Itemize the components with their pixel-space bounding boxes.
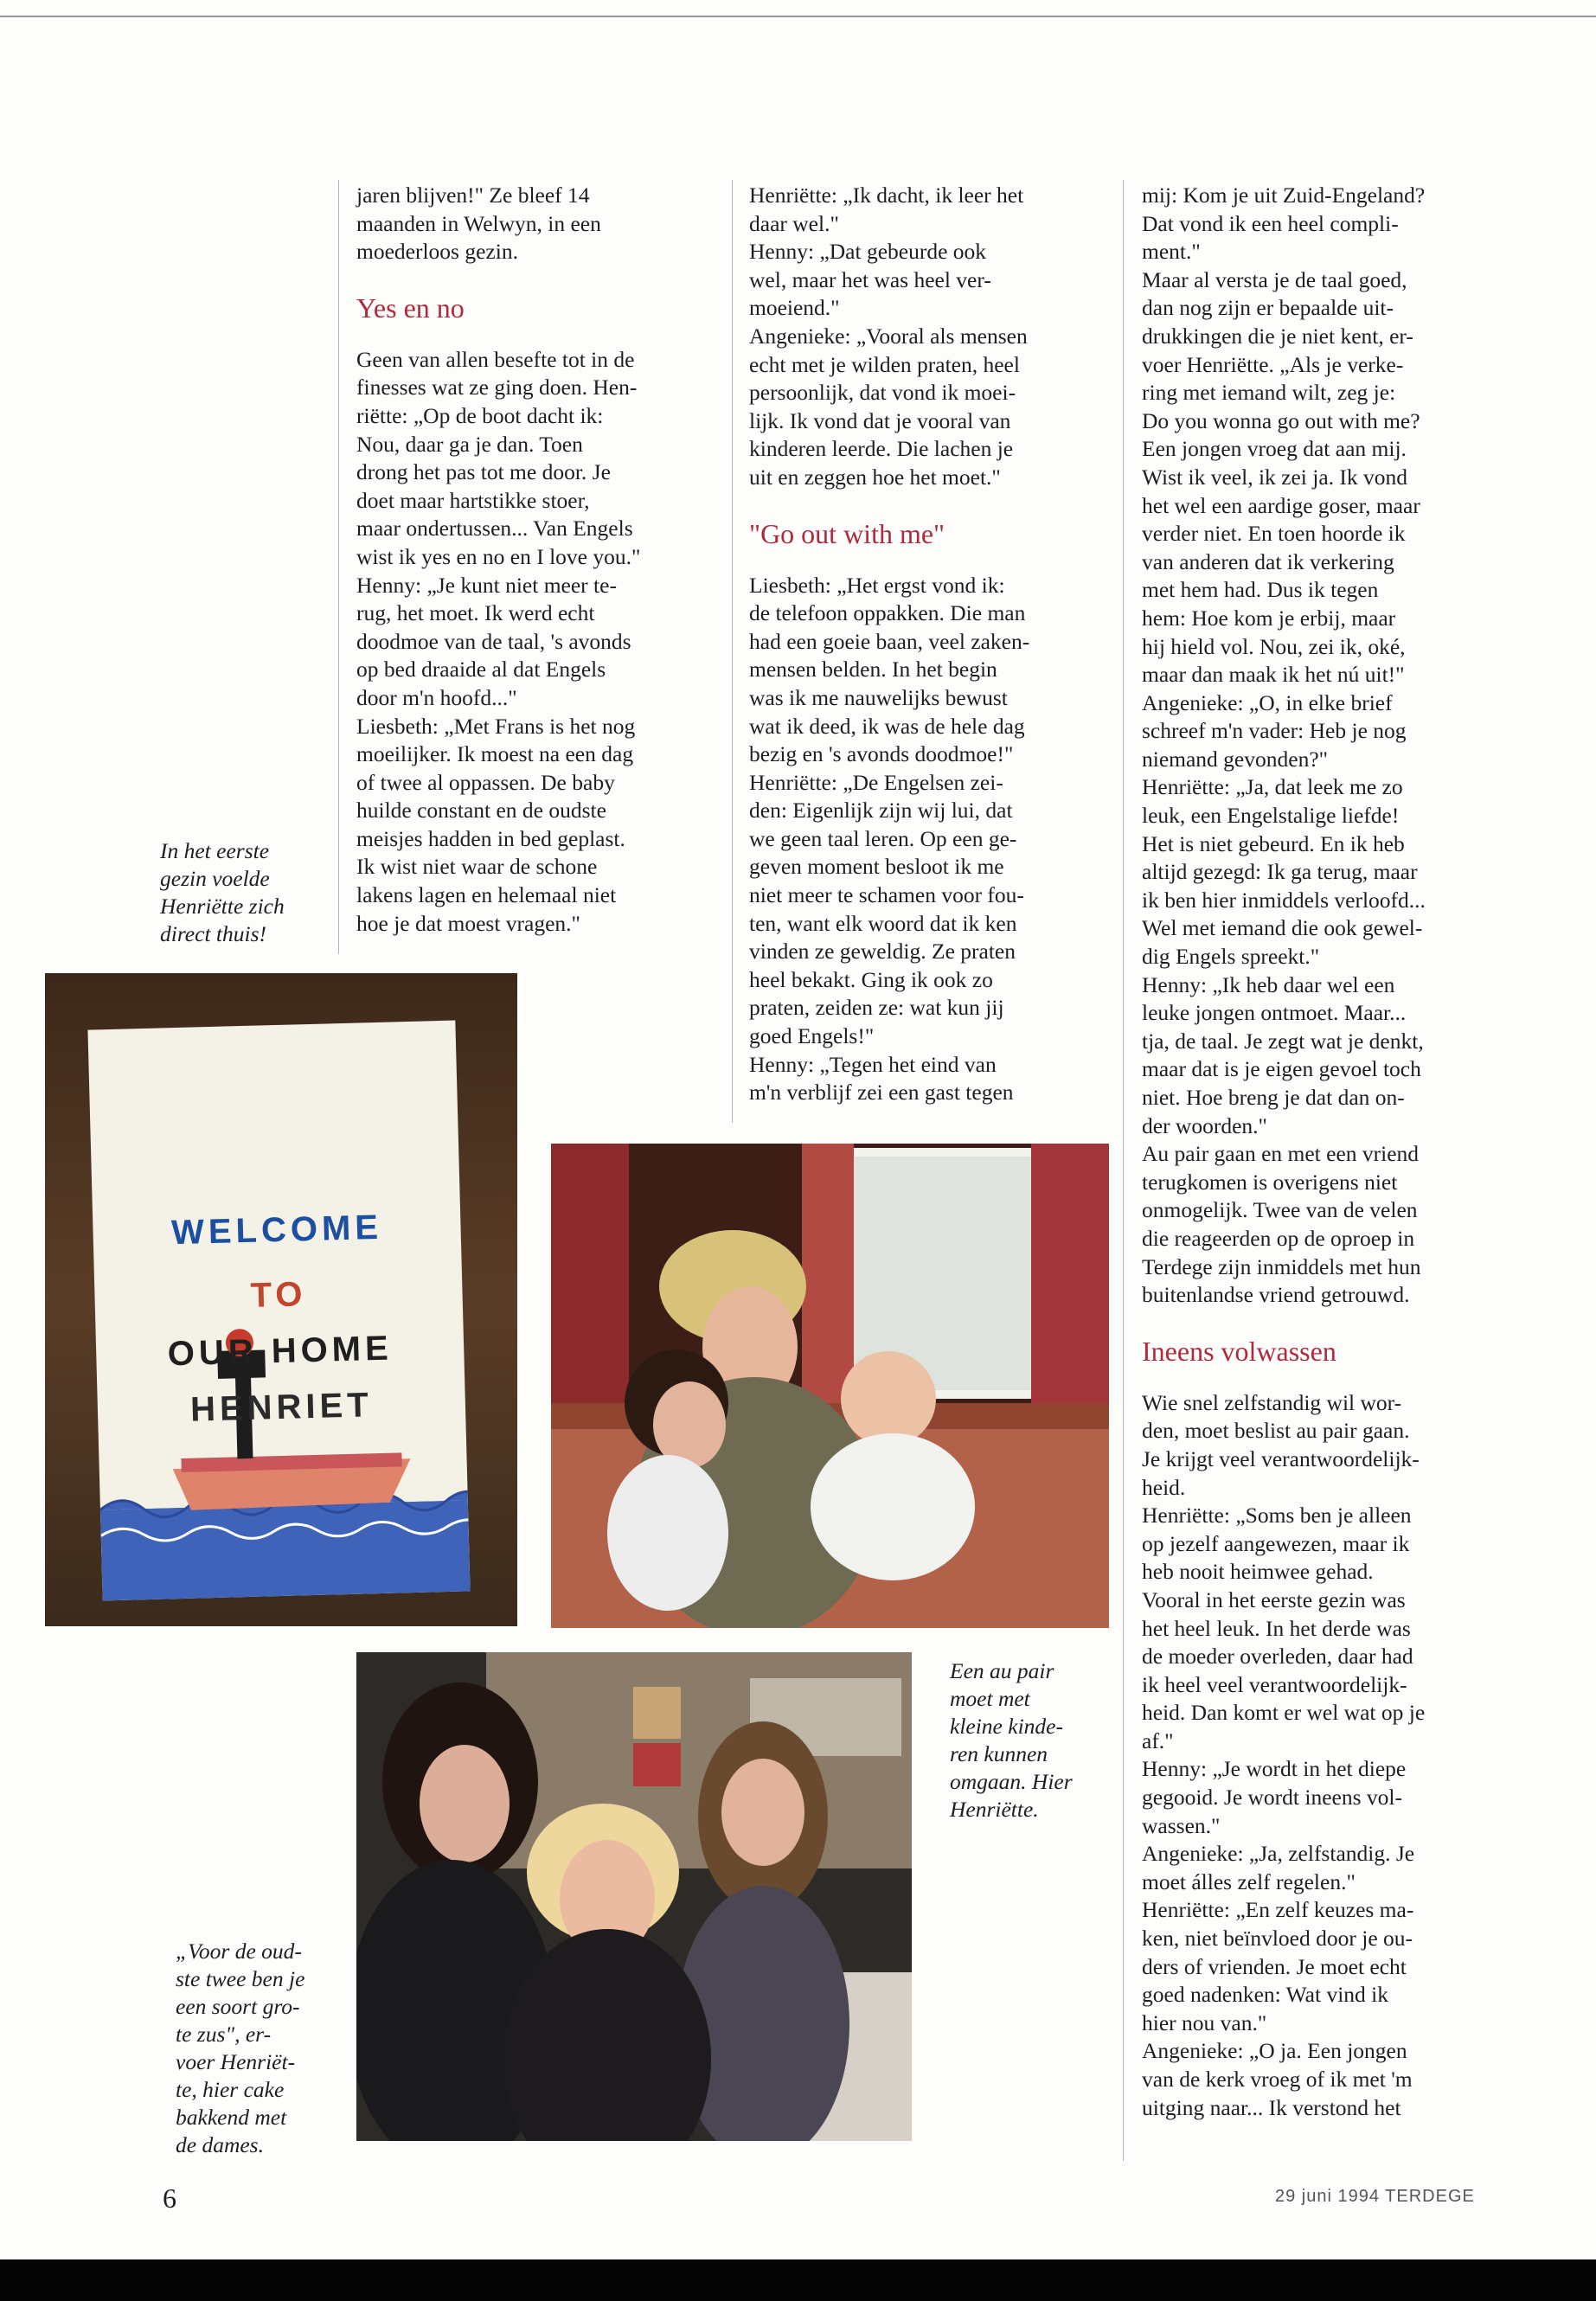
- article-column-1: [356, 182, 702, 938]
- page-number: 6: [163, 2182, 176, 2214]
- column-divider: [338, 180, 339, 954]
- scan-border-bottom: [0, 2259, 1596, 2301]
- section-heading-yes-en-no: Yes en no: [356, 292, 465, 324]
- photo-caption-kitchen: „Voor de oud- ste twee ben je een soort gro- te zus", er- voer Henriët- te, hier cake bakkend met de dames.: [176, 1939, 305, 2157]
- poster-text-welcome: WELCOME: [170, 1208, 383, 1253]
- poster-text-henriet: HENRIET: [189, 1386, 374, 1429]
- column-divider: [1123, 180, 1124, 2161]
- paragraph: jaren blijven!" Ze bleef 14 maanden in Welwyn, in een moederloos gezin.: [356, 183, 601, 265]
- article-column-2: [749, 182, 1097, 1107]
- photo-girls-baking-cake: [356, 1652, 912, 2141]
- paragraph: mij: Kom je uit Zuid-Engeland? Dat vond ik een heel compli- ment." Maar al versta je de taal goed, dan nog zijn er bepaalde uit- drukkingen die je niet kent, er- voer Henriëtte. „Als je verke- ring met iemand wilt, zeg je: Do you wonna go out with me? Een jongen vroeg dat aan mij. Wist ik veel, ik zei ja. Ik vond het wel een aardige goser, maar verder niet. En toen hoorde ik van anderen dat ik verkering met hem had. Dus ik tegen hem: Hoe kom je erbij, maar hij hield vol. Nou, zei ik, oké, maar dan maak ik het nú uit!" Angenieke: „O, in elke brief schreef m'n vader: Heb je nog niemand gevonden?" Henriëtte: „Ja, dat leek me zo leuk, een Engelstalige liefde! Het is niet gebeurd. En ik heb altijd gezegd: Ik ga terug, maar ik ben hier inmiddels verloofd... Wel met iemand die ook gewel- dig Engels spreekt." Henny: „Ik heb daar wel een leuke jongen ontmoet. Maar... tja, de taal. Je zegt wat je denkt, maar dat is je eigen gevoel toch niet. Hoe breng je dat dan on- der woorden." Au pair gaan en met een vriend terugkomen is overigens niet onmogelijk. Twee van de velen die reageerden op de oproep in Terdege zijn inmiddels met hun buitenlandse vriend getrouwd.: [1142, 183, 1426, 1308]
- paragraph: Liesbeth: „Het ergst vond ik: de telefoon oppakken. Die man had een goeie baan, veel zaken- mensen belden. In het begin was ik me nauwelijks bewust wat ik deed, ik was de hele dag bezig en 's avonds doodmoe!" Henriëtte: „De Engelsen zei- den: Eigenlijk zijn wij lui, dat we geen taal leren. Op een ge- geven moment besloot ik me niet meer te schamen voor fou- ten, want elk woord dat ik ken vinden ze geweldig. Ze praten heel bekakt. Ging ik ook zo praten, zeiden ze: wat kun jij goed Engels!" Henny: „Tegen het eind van m'n verblijf zei een gast tegen: [749, 572, 1030, 1106]
- photo-caption-poster: In het eerste gezin voelde Henriëtte zich direct thuis!: [160, 838, 285, 946]
- paragraph: Geen van allen besefte tot in de finesses wat ze ging doen. Hen- riëtte: „Op de boot dacht ik: Nou, daar ga je dan. Toen drong het pas tot me door. Je doet maar hartstikke stoer, maar ondertussen... Van Engels wist ik yes en no en I love you." Henny: „Je kunt niet meer te- rug, het moet. Ik werd echt doodmoe van de taal, 's avonds op bed draaide al dat Engels door m'n hoofd..." Liesbeth: „Met Frans is het nog moeilijker. Ik moest na een dag of twee al oppassen. De baby huilde constant en de oudste meisjes hadden in bed geplast. Ik wist niet waar de schone lakens lagen en helemaal niet hoe je dat moest vragen.": [356, 346, 641, 936]
- column-divider: [732, 180, 733, 1123]
- paragraph: Henriëtte: „Ik dacht, ik leer het daar wel." Henny: „Dat gebeurde ook wel, maar het was heel ver- moeiend." Angenieke: „Vooral als mensen echt met je wilden praten, heel persoonlijk, dat vond ik moei- lijk. Ik vond dat je vooral van kinderen leerde. Die lachen je uit en zeggen hoe het moet.": [749, 183, 1028, 490]
- issue-footer: 29 juni 1994 TERDEGE: [1275, 2187, 1475, 2206]
- section-heading-ineens-volwassen: Ineens volwassen: [1142, 1335, 1336, 1367]
- paragraph: Wie snel zelfstandig wil wor- den, moet beslist au pair gaan. Je krijgt veel verantwoordelijk- heid. Henriëtte: „Soms ben je alleen op jezelf aangewezen, maar ik heb nooit heimwee gehad. Vooral in het eerste gezin was het heel leuk. In het derde was de moeder overleden, daar had ik heel veel verantwoordelijk- heid. Dan komt er wel wat op je af." Henny: „Je wordt in het diepe gegooid. Je wordt ineens vol- wassen." Angenieke: „Ja, zelfstandig. Je moet álles zelf regelen." Henriëtte: „En zelf keuzes ma- ken, niet beïnvloed door je ou- ders of vrienden. Je moet echt goed nadenken: Wat vind ik hier nou van." Angenieke: „O ja. Een jongen van de kerk vroeg of ik met 'm uitging naar... Ik verstond het: [1142, 1389, 1426, 2120]
- poster-sheet: [87, 1021, 470, 1601]
- photo-scene-kitchen: [356, 1652, 912, 2141]
- poster-text-to: TO: [250, 1275, 307, 1315]
- top-rule: [0, 16, 1596, 17]
- photo-au-pair-with-children: [551, 1144, 1109, 1628]
- photo-scene-sofa: [551, 1144, 1109, 1628]
- poster-text-our-home: OUR HOME: [167, 1329, 394, 1374]
- photo-welcome-poster: [45, 973, 517, 1626]
- photo-caption-sofa: Een au pair moet met kleine kinde- ren kunnen omgaan. Hier Henriëtte.: [950, 1658, 1073, 1822]
- section-heading-go-out-with-me: "Go out with me": [749, 517, 945, 549]
- article-column-3: [1142, 182, 1531, 2122]
